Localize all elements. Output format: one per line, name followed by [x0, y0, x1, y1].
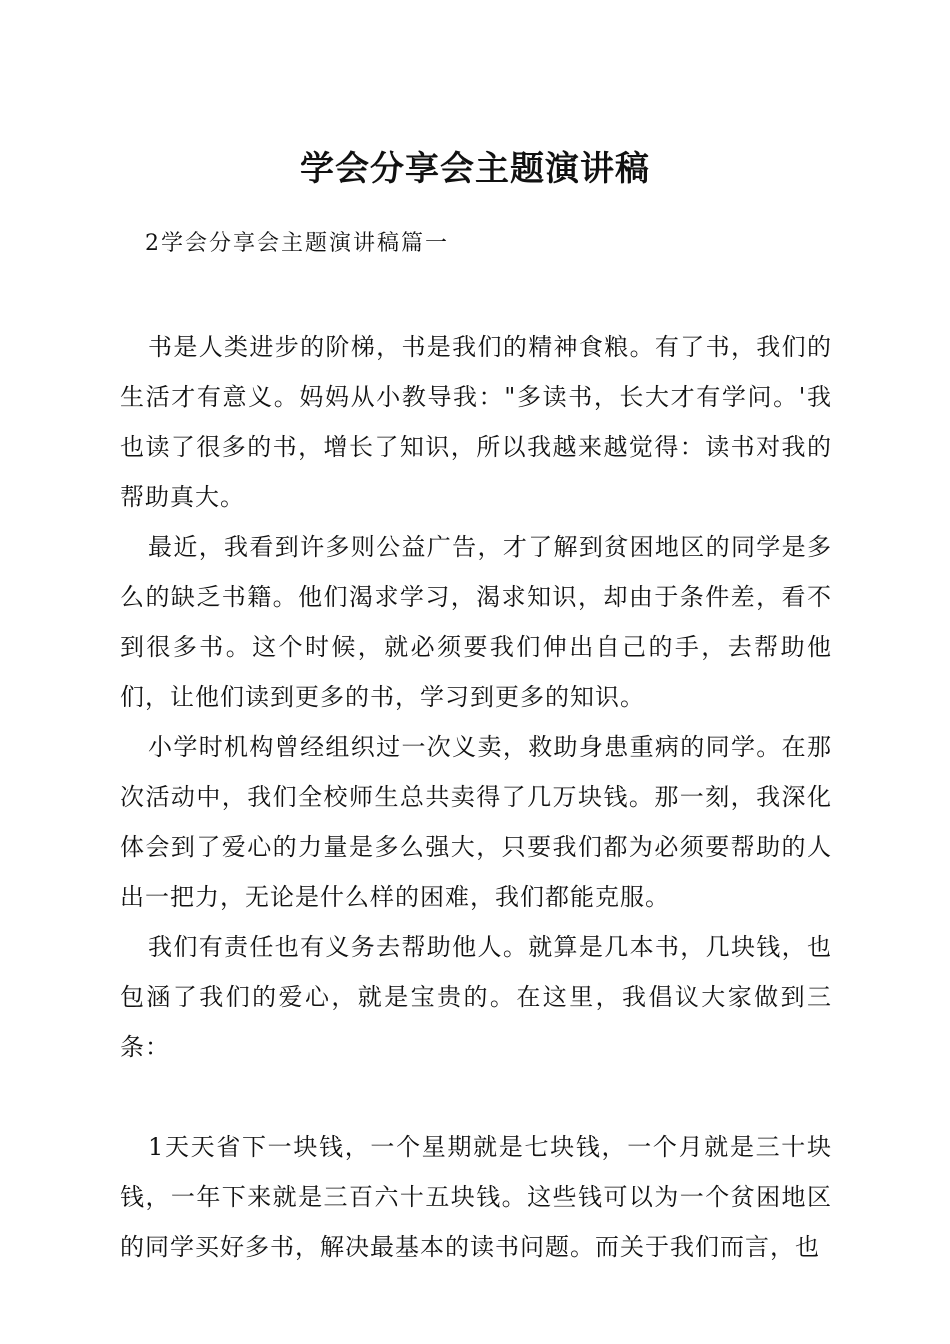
- paragraph-1: 书是人类进步的阶梯，书是我们的精神食粮。有了书，我们的生活才有意义。妈妈从小教导我："多读书，长大才有学问。'我也读了很多的书，增长了知识，所以我越来越觉得：读书对我的帮助真大。: [120, 333, 832, 511]
- paragraph-4: 我们有责任也有义务去帮助他人。就算是几本书，几块钱，也包涵了我们的爱心，就是宝贵的。在这里，我倡议大家做到三条：: [120, 933, 832, 1061]
- paragraph-2: 最近，我看到许多则公益广告，才了解到贫困地区的同学是多么的缺乏书籍。他们渴求学习，渴求知识，却由于条件差，看不到很多书。这个时候，就必须要我们伸出自己的手，去帮助他们，让他们读到更多的书，学习到更多的知识。: [120, 533, 832, 711]
- paragraph-5: 1天天省下一块钱，一个星期就是七块钱，一个月就是三十块钱，一年下来就是三百六十五块钱。这些钱可以为一个贫困地区的同学买好多书，解决最基本的读书问题。而关于我们而言，也: [120, 1133, 832, 1261]
- document-body: [120, 322, 832, 1272]
- document-subtitle: 2学会分享会主题演讲稿篇一: [145, 231, 449, 256]
- paragraph-3: 小学时机构曾经组织过一次义卖，救助身患重病的同学。在那次活动中，我们全校师生总共卖得了几万块钱。那一刻，我深化体会到了爱心的力量是多么强大，只要我们都为必须要帮助的人出一把力，无论是什么样的困难，我们都能克服。: [120, 733, 832, 911]
- document-title: 学会分享会主题演讲稿: [300, 149, 650, 189]
